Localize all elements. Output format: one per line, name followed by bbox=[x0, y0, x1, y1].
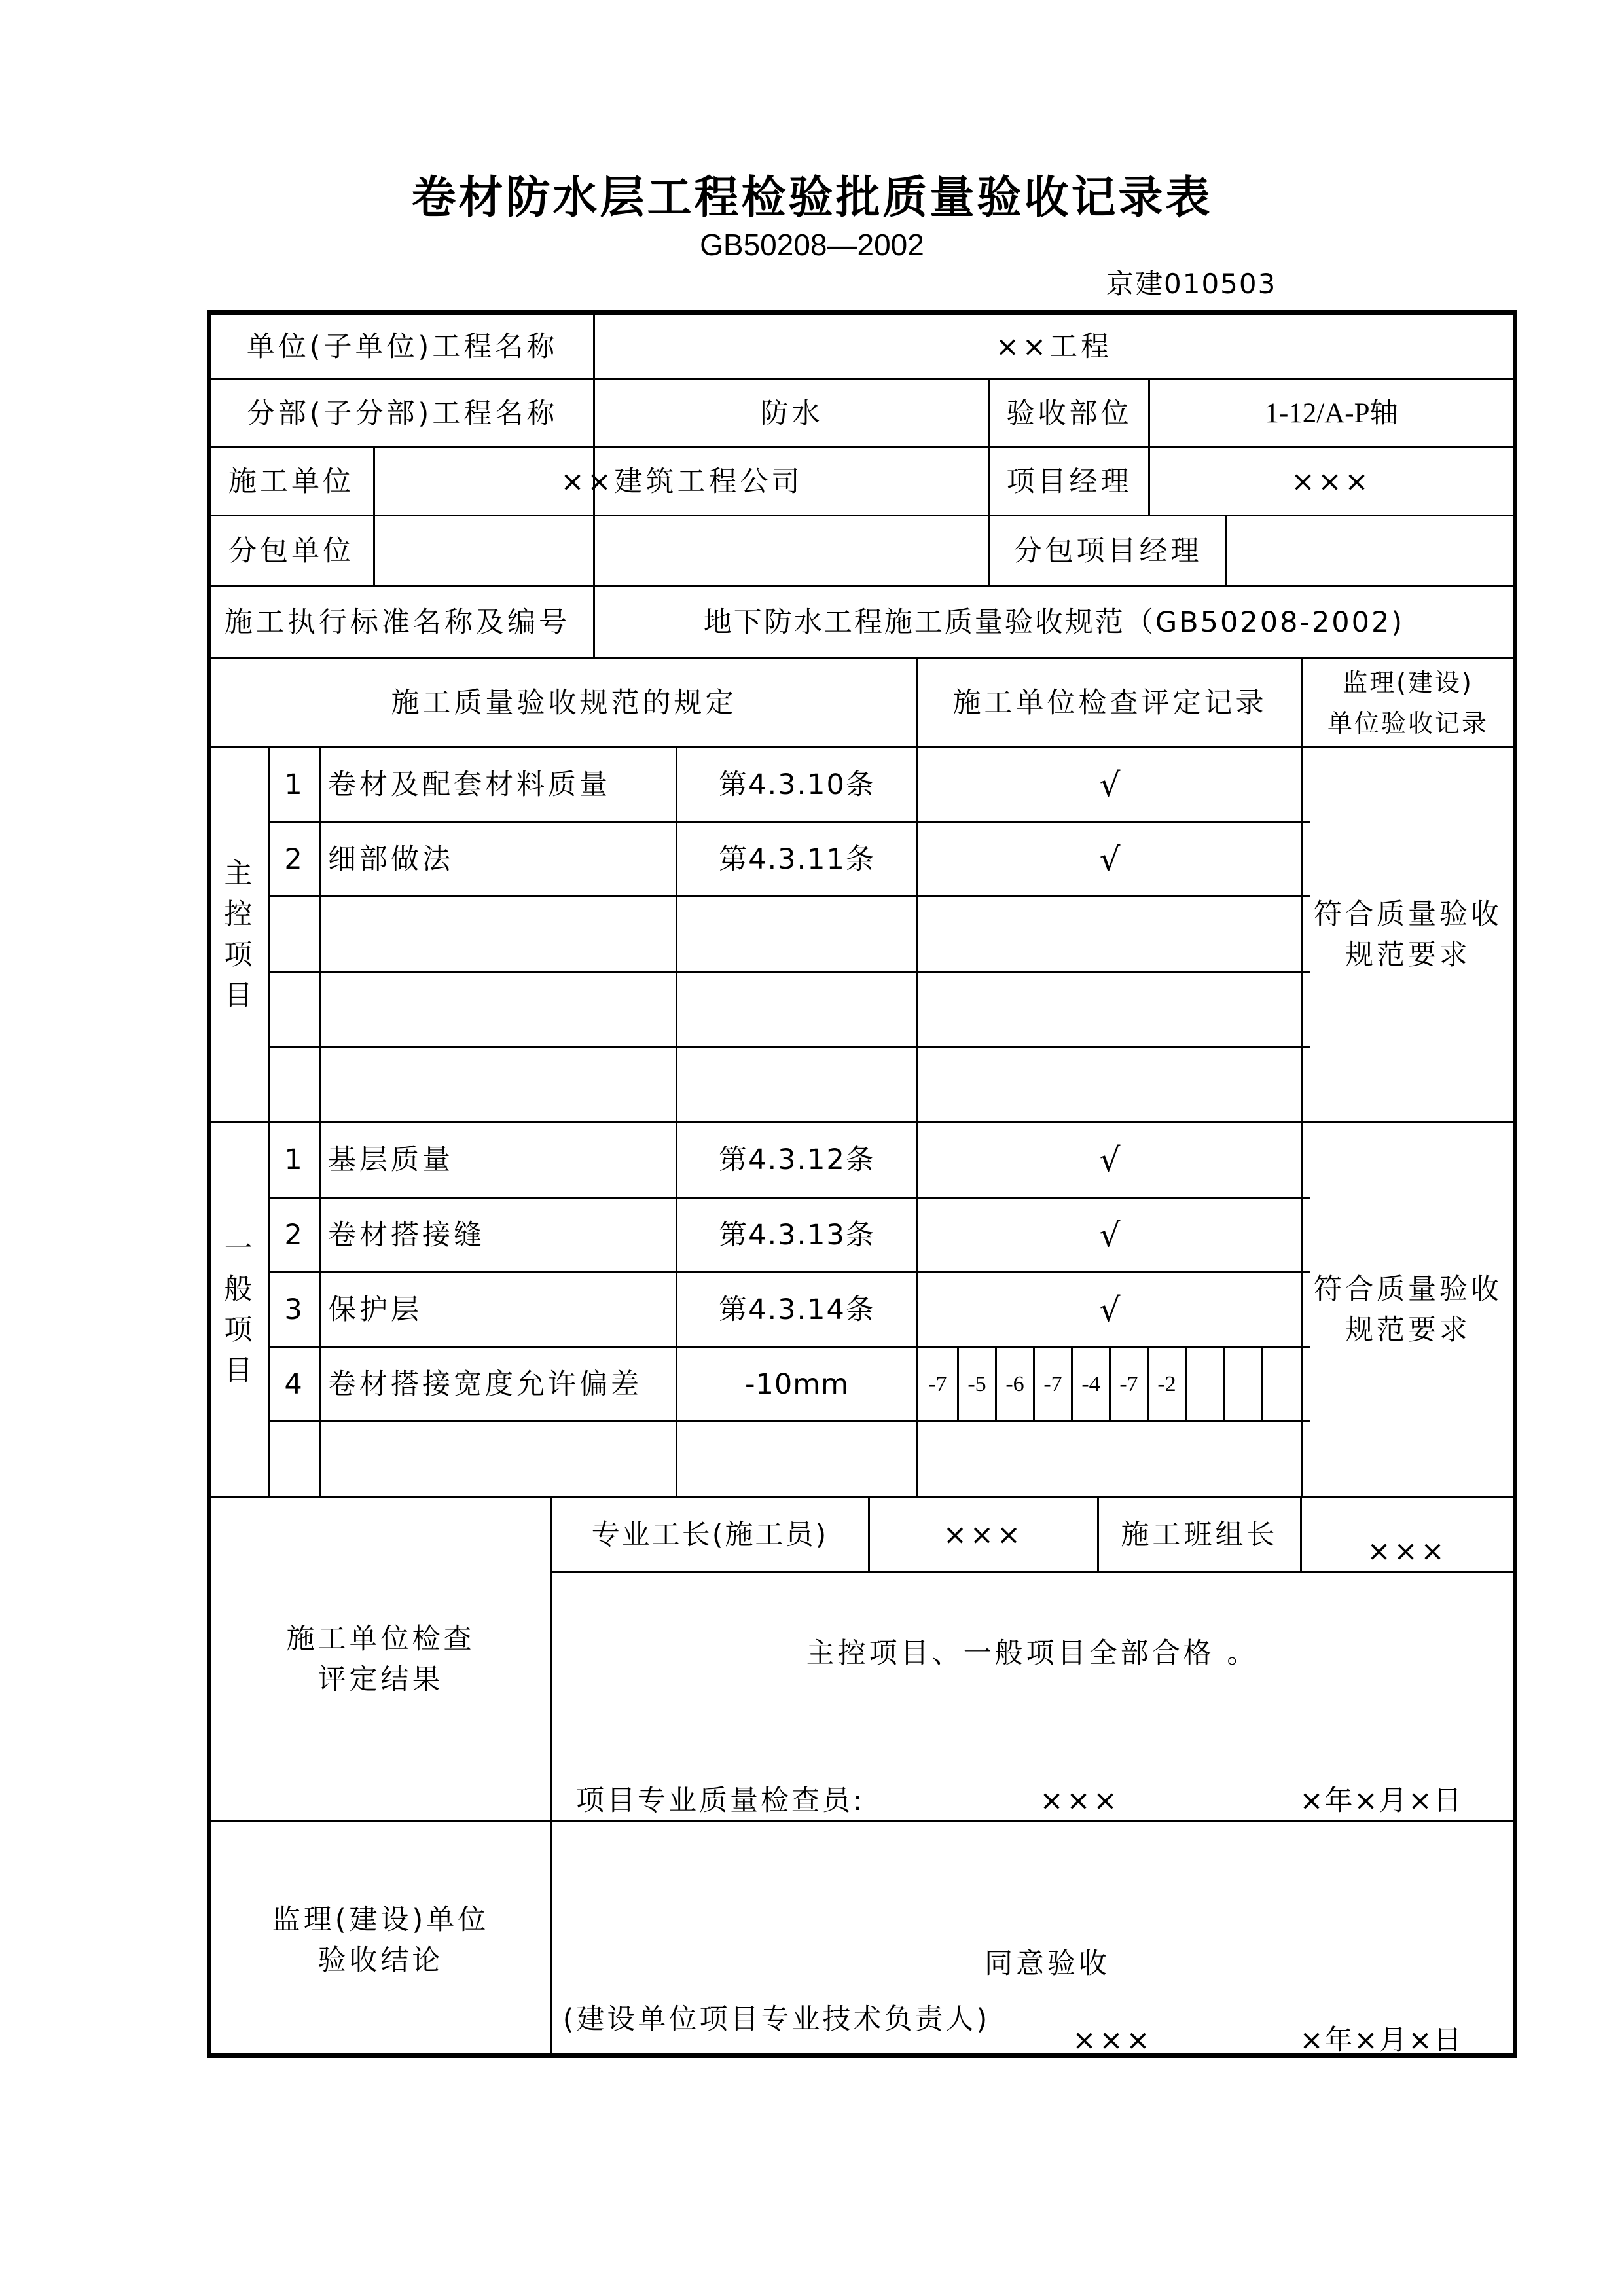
general-item-2-check-mark: √ bbox=[1099, 1216, 1121, 1254]
general-item-4-tolerance: -10mm bbox=[744, 1367, 849, 1401]
main-item-1-check-mark: √ bbox=[1099, 765, 1121, 804]
main-control-result bbox=[1303, 748, 1513, 1121]
project-manager-value: ××× bbox=[1291, 465, 1372, 498]
general-item-3-clause: 第4.3.14条 bbox=[719, 1293, 875, 1326]
grid-line bbox=[1225, 515, 1227, 585]
main-item-2-check-mark: √ bbox=[1099, 840, 1121, 878]
contractor-record-column-header: 施工单位检查评定记录 bbox=[952, 686, 1267, 719]
sub-project-value: 防水 bbox=[760, 397, 823, 430]
general-item-3-name: 保护层 bbox=[328, 1293, 422, 1326]
spec-column-header: 施工质量验收规范的规定 bbox=[391, 686, 737, 719]
main-item-2-name: 细部做法 bbox=[328, 842, 454, 876]
deviation-value: -5 bbox=[967, 1371, 986, 1396]
foreman-value: ××× bbox=[943, 1518, 1024, 1551]
contractor-check-date: ×年×月×日 bbox=[1299, 1784, 1463, 1817]
inspection-part-value: 1-12/A-P轴 bbox=[1265, 397, 1398, 429]
deviation-value: -7 bbox=[1119, 1371, 1138, 1396]
sub-project-label: 分部(子分部)工程名称 bbox=[246, 397, 558, 430]
grid-line bbox=[268, 971, 1310, 973]
main-result-line1: 符合质量验收 bbox=[1314, 897, 1502, 931]
general-item-1-check-mark: √ bbox=[1099, 1140, 1121, 1179]
deviation-value: -7 bbox=[1043, 1371, 1062, 1396]
supervisor-record-column-header bbox=[1303, 659, 1513, 746]
contractor-value: ××建筑工程公司 bbox=[560, 465, 803, 498]
foreman-label: 专业工长(施工员) bbox=[591, 1518, 829, 1551]
standard-label: 施工执行标准名称及编号 bbox=[225, 605, 570, 639]
project-manager-label: 项目经理 bbox=[1006, 465, 1132, 498]
general-item-2-clause: 第4.3.13条 bbox=[719, 1218, 875, 1252]
deviation-value: -6 bbox=[1005, 1371, 1024, 1396]
main-item-1-name: 卷材及配套材料质量 bbox=[328, 768, 611, 801]
standard-value: 地下防水工程施工质量验收规范（GB50208-2002) bbox=[703, 605, 1405, 639]
supervisor-signer-value: ××× bbox=[1072, 2024, 1153, 2057]
main-item-2-clause: 第4.3.11条 bbox=[719, 842, 875, 876]
general-item-3-no: 3 bbox=[284, 1293, 306, 1326]
supervisor-conclusion-text: 同意验收 bbox=[984, 1947, 1110, 1980]
unit-project-label: 单位(子单位)工程名称 bbox=[246, 330, 558, 363]
main-control-group-label: 主 控 项 目 bbox=[224, 857, 256, 1012]
supervisor-header-line1: 监理(建设) bbox=[1343, 668, 1473, 697]
quality-inspector-label: 项目专业质量检查员: bbox=[576, 1784, 865, 1817]
main-item-1-no: 1 bbox=[284, 768, 306, 801]
standard-code: GB50208—2002 bbox=[700, 228, 924, 262]
unit-project-value: ××工程 bbox=[995, 330, 1113, 363]
form-code: 京建010503 bbox=[1106, 268, 1277, 300]
grid-line bbox=[268, 1420, 1310, 1422]
general-item-4-no: 4 bbox=[284, 1367, 306, 1401]
deviation-value: -2 bbox=[1157, 1371, 1176, 1396]
supervisor-conclusion-date: ×年×月×日 bbox=[1299, 2024, 1463, 2057]
supervisor-conclusion-label: 监理(建设)单位 验收结论 bbox=[272, 1903, 490, 1977]
general-item-1-name: 基层质量 bbox=[328, 1143, 454, 1176]
page-title: 卷材防水层工程检验批质量验收记录表 bbox=[411, 172, 1213, 224]
grid-line bbox=[268, 895, 1310, 897]
inspection-part-label: 验收部位 bbox=[1006, 397, 1132, 430]
general-item-1-no: 1 bbox=[284, 1143, 306, 1176]
grid-line bbox=[268, 1046, 1310, 1048]
contractor-conclusion: 主控项目、一般项目全部合格 。 bbox=[806, 1637, 1259, 1670]
subcontractor-label: 分包单位 bbox=[228, 534, 354, 568]
supervisor-signer-label: (建设单位项目专业技术负责人) bbox=[562, 2003, 990, 2036]
grid-line bbox=[1185, 1346, 1187, 1420]
general-result-line1: 符合质量验收 bbox=[1314, 1273, 1502, 1306]
contractor-check-label: 施工单位检查 评定结果 bbox=[286, 1622, 475, 1696]
main-item-2-no: 2 bbox=[284, 842, 306, 876]
quality-inspector-value: ××× bbox=[1039, 1784, 1121, 1817]
main-result-line2: 规范要求 bbox=[1345, 938, 1471, 971]
general-item-2-name: 卷材搭接缝 bbox=[328, 1218, 485, 1252]
deviation-value: -7 bbox=[928, 1371, 947, 1396]
general-item-2-no: 2 bbox=[284, 1218, 306, 1252]
sub-manager-label: 分包项目经理 bbox=[1013, 534, 1202, 568]
contractor-label: 施工单位 bbox=[228, 465, 354, 498]
grid-line bbox=[1223, 1346, 1225, 1420]
supervisor-header-line2: 单位验收记录 bbox=[1327, 708, 1489, 738]
general-result-line2: 规范要求 bbox=[1345, 1313, 1471, 1346]
grid-line bbox=[207, 515, 1517, 516]
deviation-value: -4 bbox=[1081, 1371, 1100, 1396]
team-leader-label: 施工班组长 bbox=[1121, 1518, 1278, 1551]
grid-line bbox=[1261, 1346, 1263, 1420]
general-item-1-clause: 第4.3.12条 bbox=[719, 1143, 875, 1176]
grid-line bbox=[550, 1496, 552, 2058]
main-item-1-clause: 第4.3.10条 bbox=[719, 768, 875, 801]
general-group-label: 一 般 项 目 bbox=[224, 1232, 256, 1387]
team-leader-value: ××× bbox=[1367, 1535, 1448, 1568]
general-item-4-name: 卷材搭接宽度允许偏差 bbox=[328, 1367, 642, 1401]
general-result bbox=[1303, 1123, 1513, 1496]
general-item-3-check-mark: √ bbox=[1099, 1290, 1121, 1329]
